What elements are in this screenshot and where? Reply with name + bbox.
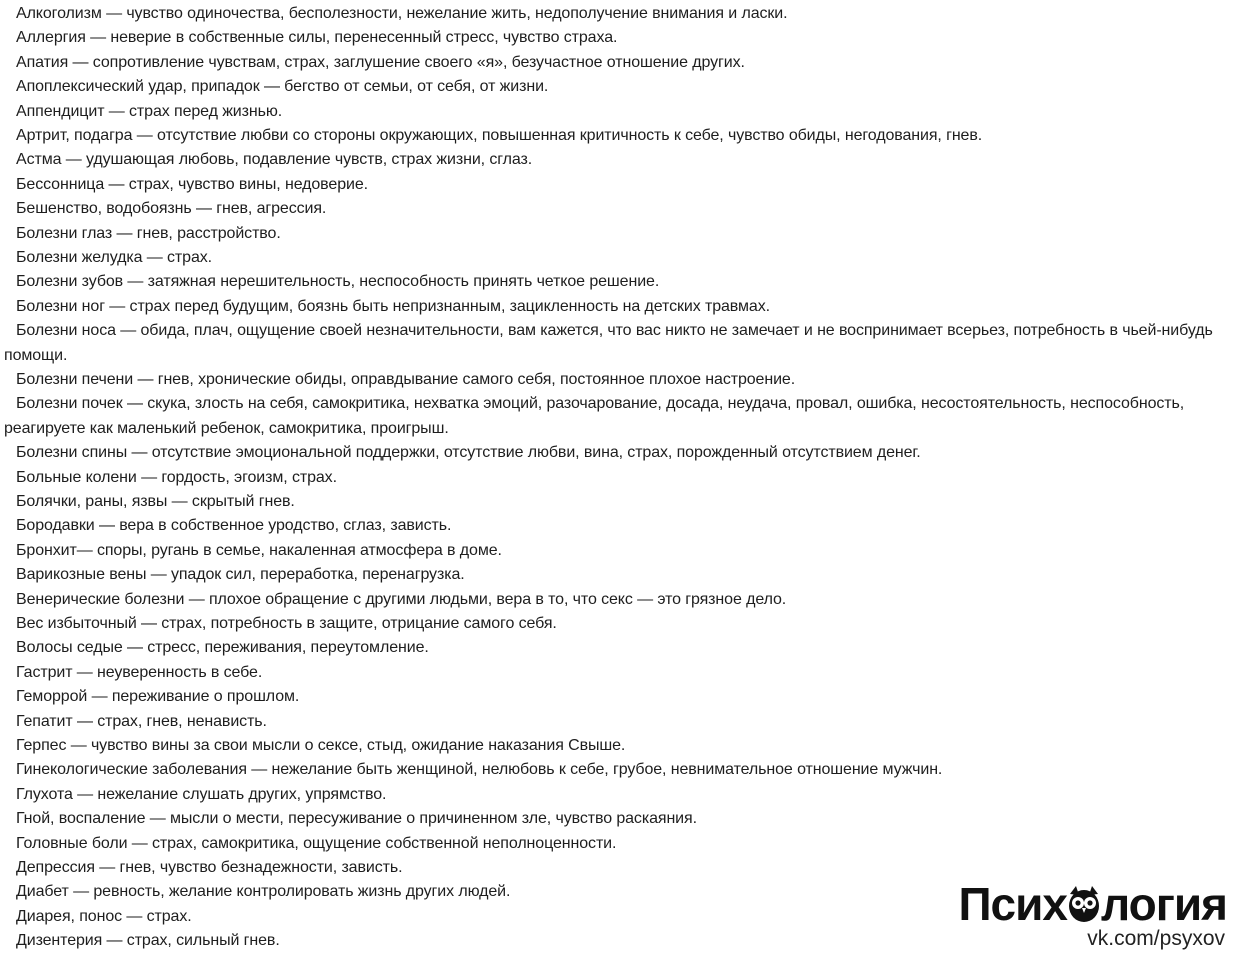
entry-item: Герпес — чувство вины за свои мысли о сексе, стыд, ожидание наказания Свыше.: [16, 737, 626, 754]
entry-item: Апоплексический удар, припадок — бегство от семьи, от себя, от жизни.: [16, 78, 549, 96]
entry-item: Диарея, понос — страх.: [16, 907, 192, 925]
watermark-title-start: Псих: [958, 878, 1067, 930]
owl-icon: [1067, 882, 1101, 922]
entry-item: Больные колени — гордость, эгоизм, страх.: [16, 468, 337, 486]
entry-item: Головные боли — страх, самокритика, ощущение собственной неполноценности.: [16, 834, 617, 852]
entry-item: Аллергия — неверие в собственные силы, перенесенный стресс, чувство страха.: [16, 29, 618, 47]
entry-item: Геморрой — переживание о прошлом.: [16, 688, 300, 706]
entry-item: Болезни зубов — затяжная нерешительность, неспособность принять четкое решение.: [16, 273, 660, 291]
watermark-logo: [947, 878, 1227, 958]
watermark-subtitle: vk.com/psyxov: [1087, 927, 1225, 950]
entry-item: Болячки, раны, язвы — скрытый гнев.: [16, 493, 295, 510]
entry-item: Депрессия — гнев, чувство безнадежности, зависть.: [16, 859, 403, 876]
entry-item: Бессонница — страх, чувство вины, недоверие.: [16, 175, 368, 193]
entry-item: Болезни спины — отсутствие эмоциональной поддержки, отсутствие любви, вина, страх, порожденный отсутствием денег.: [16, 444, 921, 462]
entry-item: Болезни носа — обида, плач, ощущение своей незначительности, вам кажется, что вас никто не замечает и не воспринимает всерьез, потребность в чьей-нибудь помощи.: [4, 322, 1213, 364]
entry-item: Болезни глаз — гнев, расстройство.: [16, 224, 281, 242]
entry-item: Диабет — ревность, желание контролировать жизнь других людей.: [16, 883, 511, 901]
entry-item: Гепатит — страх, гнев, ненависть.: [16, 712, 267, 730]
entry-item: Венерические болезни — плохое обращение с другими людьми, вера в то, что секс — это грязное дело.: [16, 590, 787, 608]
entry-item: Болезни печени — гнев, хронические обиды, оправдывание самого себя, постоянное плохое настроение.: [16, 371, 796, 388]
entry-item: Бешенство, водобоязнь — гнев, агрессия.: [16, 200, 327, 218]
watermark-title: [958, 878, 1227, 930]
entry-item: Вес избыточный — страх, потребность в защите, отрицание самого себя.: [16, 615, 557, 632]
entry-item: Глухота — нежелание слушать других, упрямство.: [16, 785, 387, 803]
entry-item: Астма — удушающая любовь, подавление чувств, страх жизни, сглаз.: [16, 151, 533, 169]
entry-item: Бронхит— споры, ругань в семье, накаленная атмосфера в доме.: [16, 541, 502, 559]
entry-item: Болезни ног — страх перед будущим, боязнь быть непризнанным, зацикленность на детских травмах.: [16, 297, 770, 315]
entry-item: Апатия — сопротивление чувствам, страх, заглушение своего «я», безучастное отношение других.: [16, 53, 745, 71]
entry-item: Гной, воспаление — мысли о мести, пересуживание о причиненном зле, чувство раскаяния.: [16, 810, 697, 828]
entry-item: Алкоголизм — чувство одиночества, бесполезности, нежелание жить, недополучение внимания и ласки.: [16, 5, 788, 22]
entry-item: Волосы седые — стресс, переживания, переутомление.: [16, 639, 429, 657]
entry-item: Артрит, подагра — отсутствие любви со стороны окружающих, повышенная критичность к себе, чувство обиды, негодования, гнев.: [16, 127, 983, 144]
entry-item: Бородавки — вера в собственное уродство, сглаз, зависть.: [16, 517, 452, 535]
entry-item: Гастрит — неуверенность в себе.: [16, 663, 263, 681]
entry-item: Аппендицит — страх перед жизнью.: [16, 102, 283, 120]
entry-item: Болезни желудка — страх.: [16, 249, 213, 266]
watermark-title-end: логия: [1101, 878, 1227, 930]
entry-item: Дизентерия — страх, сильный гнев.: [16, 932, 280, 950]
entry-item: Болезни почек — скука, злость на себя, самокритика, нехватка эмоций, разочарование, досада, неудача, провал, ошибка, несостоятельность, неспособность, реагируете как маленький ребенок, самокритика, проигрыш.: [4, 395, 1185, 437]
entry-item: Варикозные вены — упадок сил, переработка, перенагрузка.: [16, 566, 465, 584]
entry-item: Гинекологические заболевания — нежелание быть женщиной, нелюбовь к себе, грубое, невнимательное отношение мужчин.: [16, 761, 943, 779]
